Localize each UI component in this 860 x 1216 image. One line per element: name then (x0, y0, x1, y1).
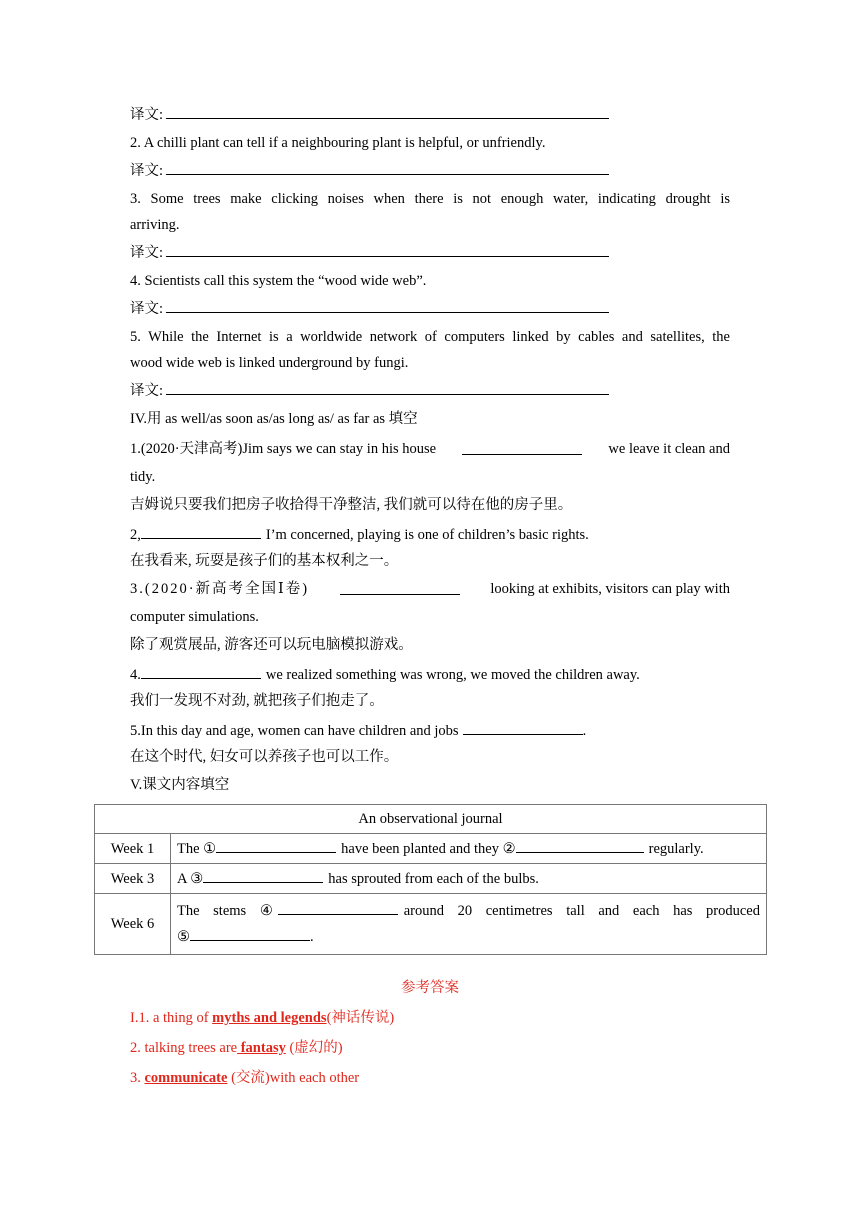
translation-blank[interactable] (166, 300, 609, 313)
observational-journal-table (94, 804, 767, 955)
section-5-heading: V.课文内容填空 (130, 777, 230, 793)
table-row (95, 834, 767, 864)
q5-blank[interactable] (463, 720, 583, 735)
q1-prefix: 1.(2020·天津高考)Jim says we can stay in his house (130, 441, 437, 457)
q4-line (130, 664, 730, 684)
q5-suffix: . (582, 723, 587, 739)
row-text: around 20 centimetres tall and each has produced (403, 903, 760, 919)
table-title-row (95, 805, 767, 834)
blank-4[interactable] (278, 900, 398, 915)
section-4-heading: IV.用 as well/as soon as/as long as/ as far as 填空 (130, 411, 418, 427)
translation-line-3 (130, 244, 730, 262)
answer-3 (130, 1069, 359, 1087)
q4-prefix: 4. (130, 667, 141, 683)
q5-prefix: 5.In this day and age, women can have children and jobs (130, 723, 459, 739)
answer-2 (130, 1039, 343, 1057)
translation-blank[interactable] (166, 382, 609, 395)
blank-1[interactable] (216, 838, 336, 853)
answer-text: (神话传说) (326, 1010, 395, 1026)
translation-label: 译文: (130, 245, 164, 261)
q3-blank[interactable] (340, 580, 460, 595)
answer-text: 3. (130, 1070, 145, 1086)
row-text: A ③ (177, 871, 204, 887)
week-6-line-1 (177, 898, 760, 924)
table-title: An observational journal (95, 805, 767, 834)
q2-prefix: 2, (130, 527, 141, 543)
week-label: Week 1 (95, 834, 171, 864)
q2-blank[interactable] (141, 524, 261, 539)
sentence-3-line-1: 3. Some trees make clicking noises when there is not enough water, indicating drought is (130, 191, 730, 207)
blank-5[interactable] (190, 926, 310, 941)
row-text: regularly. (648, 841, 704, 857)
q3-line-1 (130, 580, 730, 598)
table-row (95, 894, 767, 955)
answer-key: communicate (144, 1070, 228, 1086)
q5-line (130, 720, 730, 740)
q2-suffix: I’m concerned, playing is one of children’s basic rights. (265, 527, 589, 543)
answer-text: (虚幻的) (285, 1040, 343, 1056)
translation-blank[interactable] (166, 162, 609, 175)
row-text: has sprouted from each of the bulbs. (328, 871, 539, 887)
q2-chinese: 在我看来, 玩耍是孩子们的基本权利之一。 (130, 553, 399, 569)
blank-2[interactable] (516, 838, 644, 853)
sentence-2: 2. A chilli plant can tell if a neighbouring plant is helpful, or unfriendly. (130, 135, 546, 151)
answer-text: (交流)with each other (227, 1070, 360, 1086)
translation-label: 译文: (130, 383, 164, 399)
sentence-4: 4. Scientists call this system the “wood wide web”. (130, 273, 427, 289)
week-6-line-2 (177, 924, 760, 950)
answer-text: 2. talking trees are (130, 1040, 238, 1056)
q1-chinese: 吉姆说只要我们把房子收拾得干净整洁, 我们就可以待在他的房子里。 (130, 497, 573, 513)
q3-prefix: 3.(2020·新高考全国Ⅰ卷) (130, 581, 310, 597)
answer-text: I.1. a thing of (130, 1010, 213, 1026)
row-text: . (310, 929, 314, 945)
q3-chinese: 除了观赏展品, 游客还可以玩电脑模拟游戏。 (130, 637, 413, 653)
week-1-content (171, 834, 767, 864)
q1-suffix: we leave it clean and (608, 441, 730, 457)
week-3-content (171, 864, 767, 894)
sentence-5-line-1: 5. While the Internet is a worldwide network of computers linked by cables and satellites, the (130, 329, 730, 345)
q3-line-2: computer simulations. (130, 609, 259, 625)
week-label: Week 3 (95, 864, 171, 894)
q5-chinese: 在这个时代, 妇女可以养孩子也可以工作。 (130, 749, 399, 765)
translation-line-2 (130, 162, 730, 180)
week-label: Week 6 (95, 894, 171, 955)
blank-3[interactable] (203, 868, 323, 883)
table-row (95, 864, 767, 894)
row-text: The ① (177, 841, 217, 857)
row-text: The stems ④ (177, 903, 273, 919)
answer-key: myths and legends (212, 1010, 327, 1026)
translation-label: 译文: (130, 163, 164, 179)
q3-suffix: looking at exhibits, visitors can play with (490, 581, 730, 597)
q1-line-1 (130, 440, 730, 458)
translation-line-1 (130, 106, 730, 124)
q4-chinese: 我们一发现不对劲, 就把孩子们抱走了。 (130, 693, 384, 709)
q1-line-2: tidy. (130, 469, 156, 485)
q4-suffix: we realized something was wrong, we moved the children away. (265, 667, 640, 683)
week-6-content (171, 894, 767, 955)
sentence-5-line-2: wood wide web is linked underground by fungi. (130, 355, 409, 371)
translation-blank[interactable] (166, 244, 609, 257)
translation-label: 译文: (130, 107, 164, 123)
sentence-3-line-2: arriving. (130, 217, 180, 233)
answer-key: fantasy (237, 1040, 286, 1056)
translation-label: 译文: (130, 301, 164, 317)
translation-line-5 (130, 382, 730, 400)
row-text: ⑤ (177, 929, 190, 945)
q2-line (130, 524, 730, 544)
row-text: have been planted and they ② (341, 841, 516, 857)
answers-heading: 参考答案 (401, 980, 459, 996)
q1-blank[interactable] (462, 440, 582, 455)
answer-1 (130, 1009, 394, 1027)
translation-blank[interactable] (166, 106, 609, 119)
q4-blank[interactable] (141, 664, 261, 679)
translation-line-4 (130, 300, 730, 318)
